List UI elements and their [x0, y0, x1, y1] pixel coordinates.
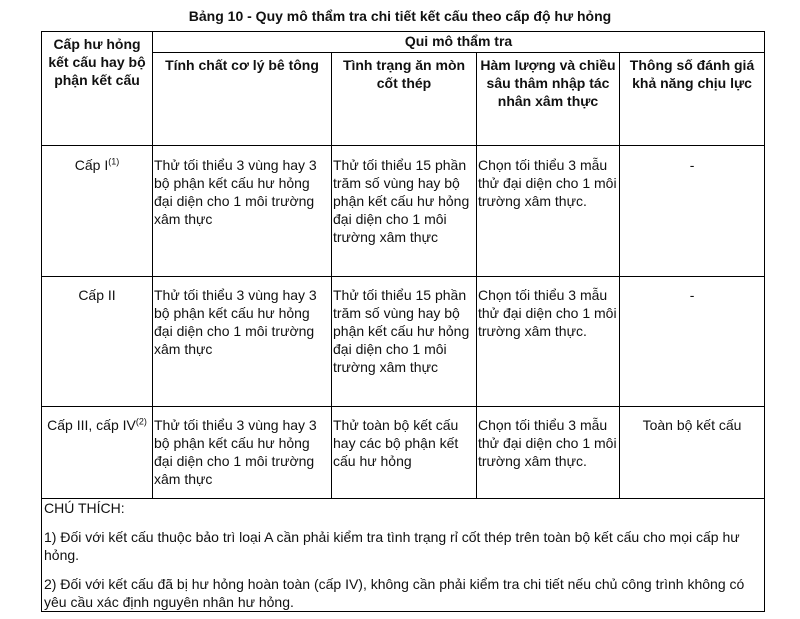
concrete-cell: Thử tối thiểu 3 vùng hay 3 bộ phận kết cấu hư hỏng đại diện cho 1 môi trường xâm thực [153, 407, 332, 499]
corrosion-cell: Thử toàn bộ kết cấu hay các bộ phận kết cấu hư hỏng [332, 407, 477, 499]
header-penetration: Hàm lượng và chiều sâu thâm nhập tác nhân xâm thực [477, 53, 620, 146]
footnote-marker: (1) [108, 156, 120, 167]
damage-level-cell [42, 146, 153, 277]
damage-level-cell [42, 407, 153, 499]
note-2: 2) Đối với kết cấu đã bị hư hỏng hoàn toàn (cấp IV), không cần phải kiểm tra chi tiết nếu chủ công trình không có yêu cầu xác định nguyên nhân hư hỏng. [44, 576, 745, 610]
concrete-cell: Thử tối thiểu 3 vùng hay 3 bộ phận kết cấu hư hỏng đại diện cho 1 môi trường xâm thực [153, 146, 332, 277]
header-damage-level: Cấp hư hỏng kết cấu hay bộ phận kết cấu [42, 32, 153, 146]
damage-level-label: Cấp II [78, 287, 116, 303]
table-row [42, 407, 765, 499]
capacity-cell: Toàn bộ kết cấu [620, 407, 765, 499]
concrete-cell: Thử tối thiểu 3 vùng hay 3 bộ phận kết cấu hư hỏng đại diện cho 1 môi trường xâm thực [153, 277, 332, 407]
capacity-cell: - [620, 277, 765, 407]
header-scope-group: Qui mô thẩm tra [153, 32, 765, 53]
header-row-top [42, 32, 765, 53]
header-corrosion-state: Tình trạng ăn mòn cốt thép [332, 53, 477, 146]
corrosion-cell: Thử tối thiểu 15 phần trăm số vùng hay bộ phận kết cấu hư hỏng đại diện cho 1 môi trường xâm thực [332, 146, 477, 277]
header-concrete-properties: Tính chất cơ lý bê tông [153, 53, 332, 146]
note-1: 1) Đối với kết cấu thuộc bảo trì loại A cần phải kiểm tra tình trạng rỉ cốt thép trên toàn bộ kết cấu cho mọi cấp hư hỏng. [44, 529, 740, 563]
penetration-cell: Chọn tối thiểu 3 mẫu thử đại diện cho 1 môi trường xâm thực. [477, 146, 620, 277]
notes-cell [42, 499, 765, 612]
table-title: Bảng 10 - Quy mô thẩm tra chi tiết kết cấu theo cấp độ hư hỏng [188, 8, 612, 24]
penetration-cell: Chọn tối thiểu 3 mẫu thử đại diện cho 1 môi trường xâm thực. [477, 407, 620, 499]
table-row [42, 146, 765, 277]
corrosion-cell: Thử tối thiểu 15 phần trăm số vùng hay bộ phận kết cấu hư hỏng đại diện cho 1 môi trường xâm thực [332, 277, 477, 407]
damage-level-label: Cấp I [74, 157, 109, 173]
capacity-cell: - [620, 146, 765, 277]
damage-level-cell [42, 277, 153, 407]
table-row [42, 277, 765, 407]
footnote-marker: (2) [135, 416, 147, 427]
damage-level-label: Cấp III, cấp IV [47, 417, 136, 433]
notes-row [42, 499, 765, 612]
inspection-scope-table [41, 31, 765, 612]
header-capacity: Thông số đánh giá khả năng chịu lực [620, 53, 765, 146]
penetration-cell: Chọn tối thiểu 3 mẫu thử đại diện cho 1 môi trường xâm thực. [477, 277, 620, 407]
notes-heading: CHÚ THÍCH: [44, 500, 125, 516]
